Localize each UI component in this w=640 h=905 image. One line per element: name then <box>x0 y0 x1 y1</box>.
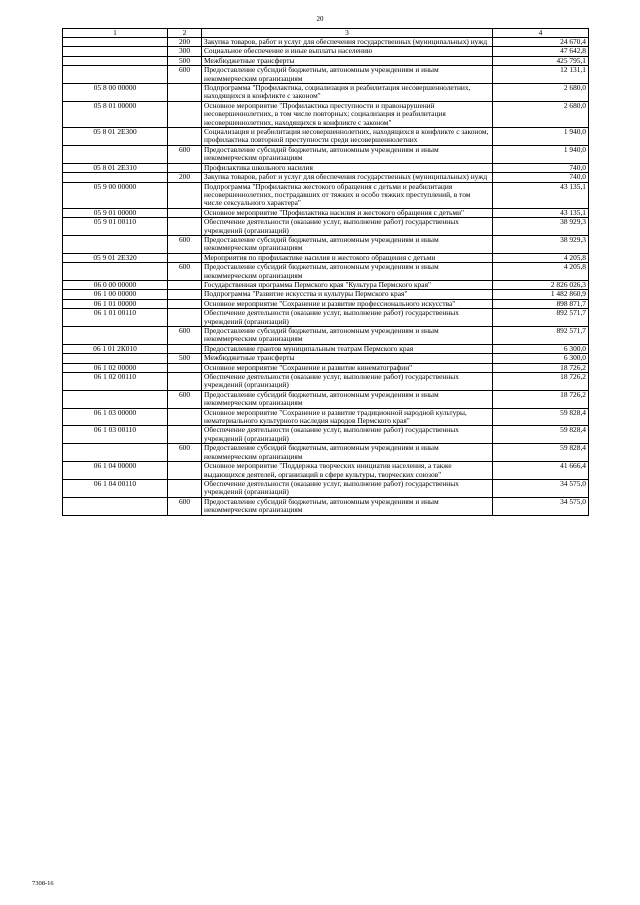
row-name-cell: Подпрограмма "Развитие искусства и культуры Пермского края" <box>202 290 493 299</box>
row-name-cell: Профилактика школьного насилия <box>202 163 493 172</box>
row-amount-cell: 59 828,4 <box>493 444 589 462</box>
row-code-cell: 06 1 03 00110 <box>63 426 168 444</box>
table-row <box>63 47 589 56</box>
row-name-cell: Обеспечение деятельности (оказание услуг, выполнение работ) государственных учреждений (организаций) <box>202 373 493 391</box>
row-code-cell: 05 8 01 2Е300 <box>63 128 168 146</box>
row-type-cell: 600 <box>168 327 202 345</box>
row-code-cell: 06 1 01 00000 <box>63 299 168 308</box>
row-type-cell <box>168 253 202 262</box>
table-row <box>63 235 589 253</box>
row-type-cell: 600 <box>168 235 202 253</box>
row-amount-cell: 1 940,0 <box>493 145 589 163</box>
row-name-cell: Предоставление субсидий бюджетным, автономным учреждениям и иным некоммерческим организациям <box>202 390 493 408</box>
row-type-cell <box>168 462 202 480</box>
row-amount-cell: 43 135,1 <box>493 182 589 208</box>
table-row <box>63 263 589 281</box>
row-code-cell: 05 9 01 00110 <box>63 218 168 236</box>
row-amount-cell: 4 205,8 <box>493 253 589 262</box>
row-type-cell <box>168 290 202 299</box>
table-row <box>63 390 589 408</box>
row-name-cell: Предоставление субсидий бюджетным, автономным учреждениям и иным некоммерческим организациям <box>202 66 493 84</box>
row-type-cell <box>168 280 202 289</box>
table-row <box>63 280 589 289</box>
table-body <box>63 38 589 516</box>
row-amount-cell: 1 940,0 <box>493 128 589 146</box>
row-name-cell: Предоставление субсидий бюджетным, автономным учреждениям и иным некоммерческим организациям <box>202 444 493 462</box>
column-header-type: 2 <box>168 29 202 38</box>
row-code-cell: 05 8 01 2Е310 <box>63 163 168 172</box>
row-type-cell: 500 <box>168 354 202 363</box>
row-type-cell <box>168 299 202 308</box>
row-type-cell: 600 <box>168 497 202 515</box>
row-name-cell: Обеспечение деятельности (оказание услуг, выполнение работ) государственных учреждений (организаций) <box>202 309 493 327</box>
row-code-cell <box>63 66 168 84</box>
table-row <box>63 363 589 372</box>
page-number: 20 <box>316 15 324 23</box>
row-type-cell <box>168 408 202 426</box>
table-row <box>63 479 589 497</box>
row-code-cell: 06 1 04 00110 <box>63 479 168 497</box>
table-row <box>63 497 589 515</box>
row-name-cell: Обеспечение деятельности (оказание услуг, выполнение работ) государственных учреждений (организаций) <box>202 426 493 444</box>
row-type-cell <box>168 84 202 102</box>
table-row <box>63 101 589 127</box>
row-code-cell: 05 9 01 2Е320 <box>63 253 168 262</box>
row-code-cell: 05 8 00 00000 <box>63 84 168 102</box>
row-code-cell <box>63 327 168 345</box>
table-row <box>63 354 589 363</box>
table-row <box>63 38 589 47</box>
row-name-cell: Основное мероприятие "Сохранение и развитие профессионального искусства" <box>202 299 493 308</box>
row-amount-cell: 38 929,3 <box>493 218 589 236</box>
row-type-cell <box>168 208 202 217</box>
table-row <box>63 408 589 426</box>
row-code-cell: 06 1 01 00110 <box>63 309 168 327</box>
table-row <box>63 66 589 84</box>
row-code-cell: 05 8 01 00000 <box>63 101 168 127</box>
row-amount-cell: 12 131,1 <box>493 66 589 84</box>
row-code-cell <box>63 56 168 65</box>
row-type-cell <box>168 479 202 497</box>
row-name-cell: Социальное обеспечение и иные выплаты населению <box>202 47 493 56</box>
row-amount-cell: 6 300,0 <box>493 354 589 363</box>
table-row <box>63 426 589 444</box>
table-row <box>63 56 589 65</box>
table-header-row <box>63 29 589 38</box>
table-row <box>63 309 589 327</box>
row-amount-cell: 892 571,7 <box>493 309 589 327</box>
document-code: 7308-16 <box>32 880 54 887</box>
row-amount-cell: 47 642,8 <box>493 47 589 56</box>
row-amount-cell: 18 726,2 <box>493 363 589 372</box>
row-type-cell <box>168 218 202 236</box>
row-name-cell: Социализация и реабилитация несовершеннолетних, находящихся в конфликте с законом, профилактика повторной преступности среди несовершеннолетних <box>202 128 493 146</box>
row-name-cell: Подпрограмма "Профилактика жестокого обращения с детьми и реабилитация несовершеннолетних, пострадавших от тяжких и особо тяжких преступлений, в том числе сексуального характера" <box>202 182 493 208</box>
row-amount-cell: 740,0 <box>493 173 589 182</box>
table-row <box>63 84 589 102</box>
row-name-cell: Обеспечение деятельности (оказание услуг, выполнение работ) государственных учреждений (организаций) <box>202 218 493 236</box>
row-name-cell: Межбюджетные трансферты <box>202 354 493 363</box>
row-name-cell: Предоставление субсидий бюджетным, автономным учреждениям и иным некоммерческим организациям <box>202 235 493 253</box>
row-amount-cell: 24 670,4 <box>493 38 589 47</box>
row-name-cell: Предоставление субсидий бюджетным, автономным учреждениям и иным некоммерческим организациям <box>202 145 493 163</box>
row-amount-cell: 2 826 026,3 <box>493 280 589 289</box>
row-name-cell: Предоставление субсидий бюджетным, автономным учреждениям и иным некоммерческим организациям <box>202 327 493 345</box>
row-amount-cell: 2 680,0 <box>493 101 589 127</box>
table-row <box>63 290 589 299</box>
table-row <box>63 462 589 480</box>
row-type-cell <box>168 309 202 327</box>
table-row <box>63 145 589 163</box>
row-name-cell: Межбюджетные трансферты <box>202 56 493 65</box>
row-code-cell <box>63 390 168 408</box>
column-header-amount: 4 <box>493 29 589 38</box>
row-name-cell: Основное мероприятие "Поддержка творческих инициатив населения, а также выдающихся деятелей, организаций в сфере культуры, творческих союзов" <box>202 462 493 480</box>
row-code-cell <box>63 497 168 515</box>
table-row <box>63 163 589 172</box>
row-amount-cell: 59 828,4 <box>493 426 589 444</box>
table-row <box>63 218 589 236</box>
row-type-cell: 200 <box>168 38 202 47</box>
row-name-cell: Предоставление грантов муниципальным театрам Пермского края <box>202 344 493 353</box>
row-code-cell: 06 1 02 00000 <box>63 363 168 372</box>
table-row <box>63 344 589 353</box>
row-name-cell: Подпрограмма "Профилактика, социализация и реабилитация несовершеннолетних, находящихся в конфликте с законом" <box>202 84 493 102</box>
table-row <box>63 182 589 208</box>
table-row <box>63 373 589 391</box>
row-type-cell: 600 <box>168 263 202 281</box>
row-code-cell: 06 1 02 00110 <box>63 373 168 391</box>
row-amount-cell: 41 666,4 <box>493 462 589 480</box>
row-code-cell: 06 1 00 00000 <box>63 290 168 299</box>
row-type-cell: 600 <box>168 390 202 408</box>
row-type-cell <box>168 373 202 391</box>
row-type-cell <box>168 101 202 127</box>
row-code-cell: 06 1 04 00000 <box>63 462 168 480</box>
row-amount-cell: 4 205,8 <box>493 263 589 281</box>
row-code-cell: 05 9 01 00000 <box>63 208 168 217</box>
table-row <box>63 173 589 182</box>
row-amount-cell: 18 726,2 <box>493 390 589 408</box>
row-type-cell: 600 <box>168 444 202 462</box>
row-code-cell: 06 0 00 00000 <box>63 280 168 289</box>
row-code-cell <box>63 354 168 363</box>
row-type-cell <box>168 426 202 444</box>
row-amount-cell: 425 795,1 <box>493 56 589 65</box>
row-amount-cell: 38 929,3 <box>493 235 589 253</box>
row-type-cell <box>168 128 202 146</box>
row-code-cell <box>63 145 168 163</box>
row-amount-cell: 59 828,4 <box>493 408 589 426</box>
row-code-cell <box>63 38 168 47</box>
row-name-cell: Основное мероприятие "Сохранение и развитие традиционной народной культуры, нематериального культурного наследия народов Пермского края" <box>202 408 493 426</box>
row-code-cell: 06 1 01 2К010 <box>63 344 168 353</box>
row-name-cell: Мероприятия по профилактике насилия и жестокого обращения с детьми <box>202 253 493 262</box>
table-row <box>63 327 589 345</box>
row-code-cell <box>63 173 168 182</box>
column-header-code: 1 <box>63 29 168 38</box>
table-row <box>63 444 589 462</box>
budget-table <box>62 28 589 516</box>
row-type-cell: 600 <box>168 66 202 84</box>
table-row <box>63 253 589 262</box>
row-code-cell: 06 1 03 00000 <box>63 408 168 426</box>
row-amount-cell: 43 135,1 <box>493 208 589 217</box>
row-code-cell <box>63 444 168 462</box>
row-amount-cell: 892 571,7 <box>493 327 589 345</box>
row-amount-cell: 898 871,7 <box>493 299 589 308</box>
row-amount-cell: 1 482 860,9 <box>493 290 589 299</box>
row-amount-cell: 740,0 <box>493 163 589 172</box>
row-amount-cell: 18 726,2 <box>493 373 589 391</box>
row-name-cell: Закупка товаров, работ и услуг для обеспечения государственных (муниципальных) нужд <box>202 38 493 47</box>
row-code-cell <box>63 235 168 253</box>
row-type-cell: 300 <box>168 47 202 56</box>
table-row <box>63 208 589 217</box>
table-row <box>63 128 589 146</box>
row-type-cell: 500 <box>168 56 202 65</box>
row-code-cell <box>63 263 168 281</box>
row-type-cell: 600 <box>168 145 202 163</box>
row-amount-cell: 34 575,0 <box>493 479 589 497</box>
row-name-cell: Обеспечение деятельности (оказание услуг, выполнение работ) государственных учреждений (организаций) <box>202 479 493 497</box>
row-type-cell <box>168 363 202 372</box>
row-type-cell <box>168 344 202 353</box>
row-type-cell: 200 <box>168 173 202 182</box>
table-row <box>63 299 589 308</box>
row-name-cell: Основное мероприятие "Сохранение и развитие кинематографии" <box>202 363 493 372</box>
row-name-cell: Предоставление субсидий бюджетным, автономным учреждениям и иным некоммерческим организациям <box>202 263 493 281</box>
column-header-name: 3 <box>202 29 493 38</box>
row-name-cell: Предоставление субсидий бюджетным, автономным учреждениям и иным некоммерческим организациям <box>202 497 493 515</box>
row-code-cell: 05 9 00 00000 <box>63 182 168 208</box>
row-name-cell: Основное мероприятие "Профилактика насилия и жестокого обращения с детьми" <box>202 208 493 217</box>
row-amount-cell: 34 575,0 <box>493 497 589 515</box>
row-code-cell <box>63 47 168 56</box>
row-type-cell <box>168 182 202 208</box>
row-name-cell: Основное мероприятие "Профилактика преступности и правонарушений несовершеннолетних, в том числе повторных; социализация и реабилитация несовершеннолетних, находящихся в конфликте с законом" <box>202 101 493 127</box>
row-type-cell <box>168 163 202 172</box>
row-amount-cell: 6 300,0 <box>493 344 589 353</box>
row-name-cell: Закупка товаров, работ и услуг для обеспечения государственных (муниципальных) нужд <box>202 173 493 182</box>
row-name-cell: Государственная программа Пермского края "Культура Пермского края" <box>202 280 493 289</box>
row-amount-cell: 2 680,0 <box>493 84 589 102</box>
